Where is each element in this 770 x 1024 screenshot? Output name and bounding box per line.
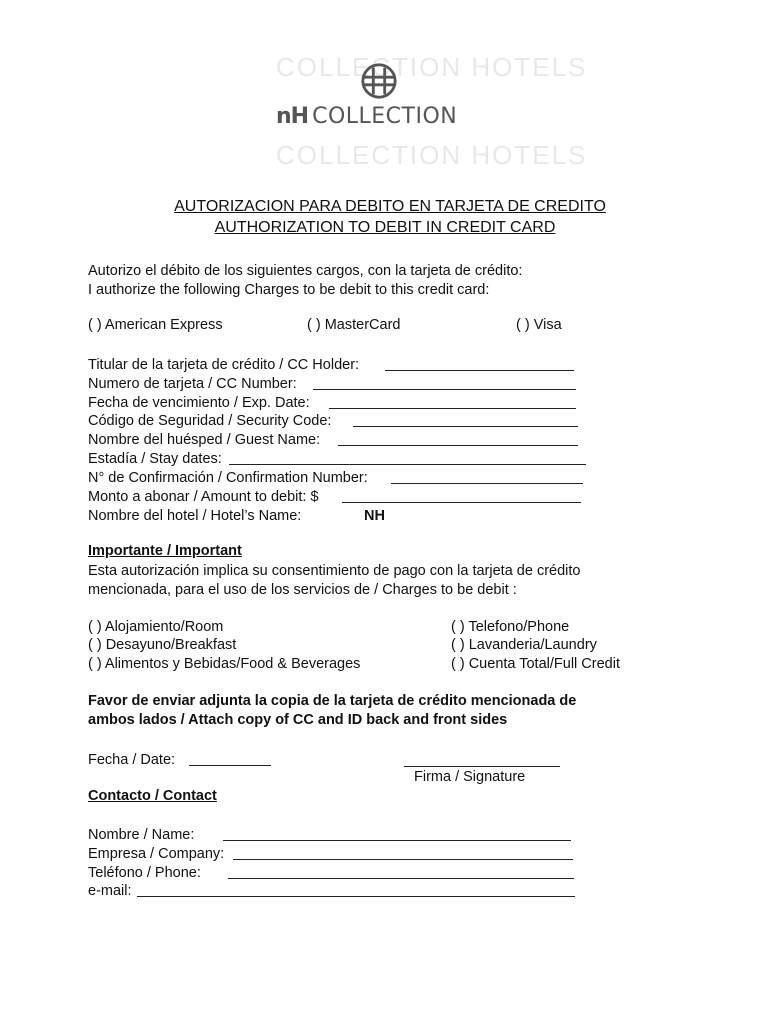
card-option-american-express[interactable]: ( ) American Express [88,317,223,333]
attach-note-line-2: ambos lados / Attach copy of CC and ID back and front sides [88,712,508,728]
field-label: Nombre / Name: [88,827,195,843]
cc-holder-input-line[interactable] [385,356,574,371]
field-contact-company [88,844,573,862]
date-input-line[interactable] [189,751,271,766]
contact-heading: Contacto / Contact [88,788,217,804]
security-code-input-line[interactable] [353,412,578,427]
service-full-credit-option[interactable]: ( ) Cuenta Total/Full Credit [451,656,620,672]
document-title-es: AUTORIZACION PARA DEBITO EN TARJETA DE CREDITO [174,198,606,215]
signature-line[interactable] [404,765,560,767]
attach-note-line-1: Favor de enviar adjunta la copia de la tarjeta de crédito mencionada de [88,693,577,709]
field-label: Fecha / Date: [88,752,176,768]
field-amount [88,487,581,505]
card-option-mastercard[interactable]: ( ) MasterCard [307,317,401,333]
nh-emblem-icon [360,62,398,100]
card-option-visa[interactable]: ( ) Visa [516,317,562,333]
service-breakfast-option[interactable]: ( ) Desayuno/Breakfast [88,637,237,653]
hotel-name-value: NH [364,508,385,524]
contact-name-input-line[interactable] [223,826,571,841]
important-text-line-1: Esta autorización implica su consentimiento de pago con la tarjeta de crédito [88,563,581,579]
field-label: Numero de tarjeta / CC Number: [88,376,297,392]
brand-name: COLLECTION [312,104,458,129]
field-label: Estadía / Stay dates: [88,451,222,467]
field-label: Fecha de vencimiento / Exp. Date: [88,395,310,411]
field-label: Monto a abonar / Amount to debit: $ [88,489,319,505]
cc-number-input-line[interactable] [313,375,576,390]
field-label: N° de Confirmación / Confirmation Number: [88,470,368,486]
service-food-beverages-option[interactable]: ( ) Alimentos y Bebidas/Food & Beverages [88,656,361,672]
field-label: Titular de la tarjeta de crédito / CC Holder: [88,357,360,373]
logo-ghost-text-bottom: COLLECTION HOTELS [276,140,588,170]
field-label: Teléfono / Phone: [88,865,201,881]
logo-ghost-text-top: COLLECTION HOTELS [276,52,588,82]
field-hotel-name [88,506,385,524]
field-date [88,750,271,768]
confirmation-number-input-line[interactable] [391,469,583,484]
brand-wordmark [276,104,457,129]
service-laundry-option[interactable]: ( ) Lavanderia/Laundry [451,637,597,653]
guest-name-input-line[interactable] [338,431,578,446]
field-stay-dates [88,449,586,467]
amount-input-line[interactable] [342,488,581,503]
document-title-en: AUTHORIZATION TO DEBIT IN CREDIT CARD [214,219,556,236]
contact-phone-input-line[interactable] [228,864,574,879]
service-phone-option[interactable]: ( ) Telefono/Phone [451,619,570,635]
important-heading: Importante / Important [88,543,242,559]
field-label: Nombre del hotel / Hotel’s Name: [88,508,302,524]
field-contact-phone [88,863,574,881]
field-label: Código de Seguridad / Security Code: [88,413,332,429]
field-label: Empresa / Company: [88,846,225,862]
signature-label: Firma / Signature [414,769,526,785]
important-text-line-2: mencionada, para el uso de los servicios de / Charges to be debit : [88,582,517,598]
intro-es: Autorizo el débito de los siguientes cargos, con la tarjeta de crédito: [88,263,523,279]
field-guest-name [88,430,578,448]
service-room-option[interactable]: ( ) Alojamiento/Room [88,619,224,635]
contact-company-input-line[interactable] [233,845,573,860]
field-security-code [88,411,578,429]
brand-prefix: nH [276,104,309,129]
field-contact-email [88,881,575,899]
stay-dates-input-line[interactable] [229,450,586,465]
field-cc-holder [88,355,574,373]
field-contact-name [88,825,571,843]
field-label: Nombre del huésped / Guest Name: [88,432,321,448]
intro-en: I authorize the following Charges to be debit to this credit card: [88,282,490,298]
field-cc-number [88,374,576,392]
field-confirmation-number [88,468,583,486]
field-label: e-mail: [88,883,132,899]
exp-date-input-line[interactable] [329,394,576,409]
field-exp-date [88,393,576,411]
contact-email-input-line[interactable] [137,882,575,897]
